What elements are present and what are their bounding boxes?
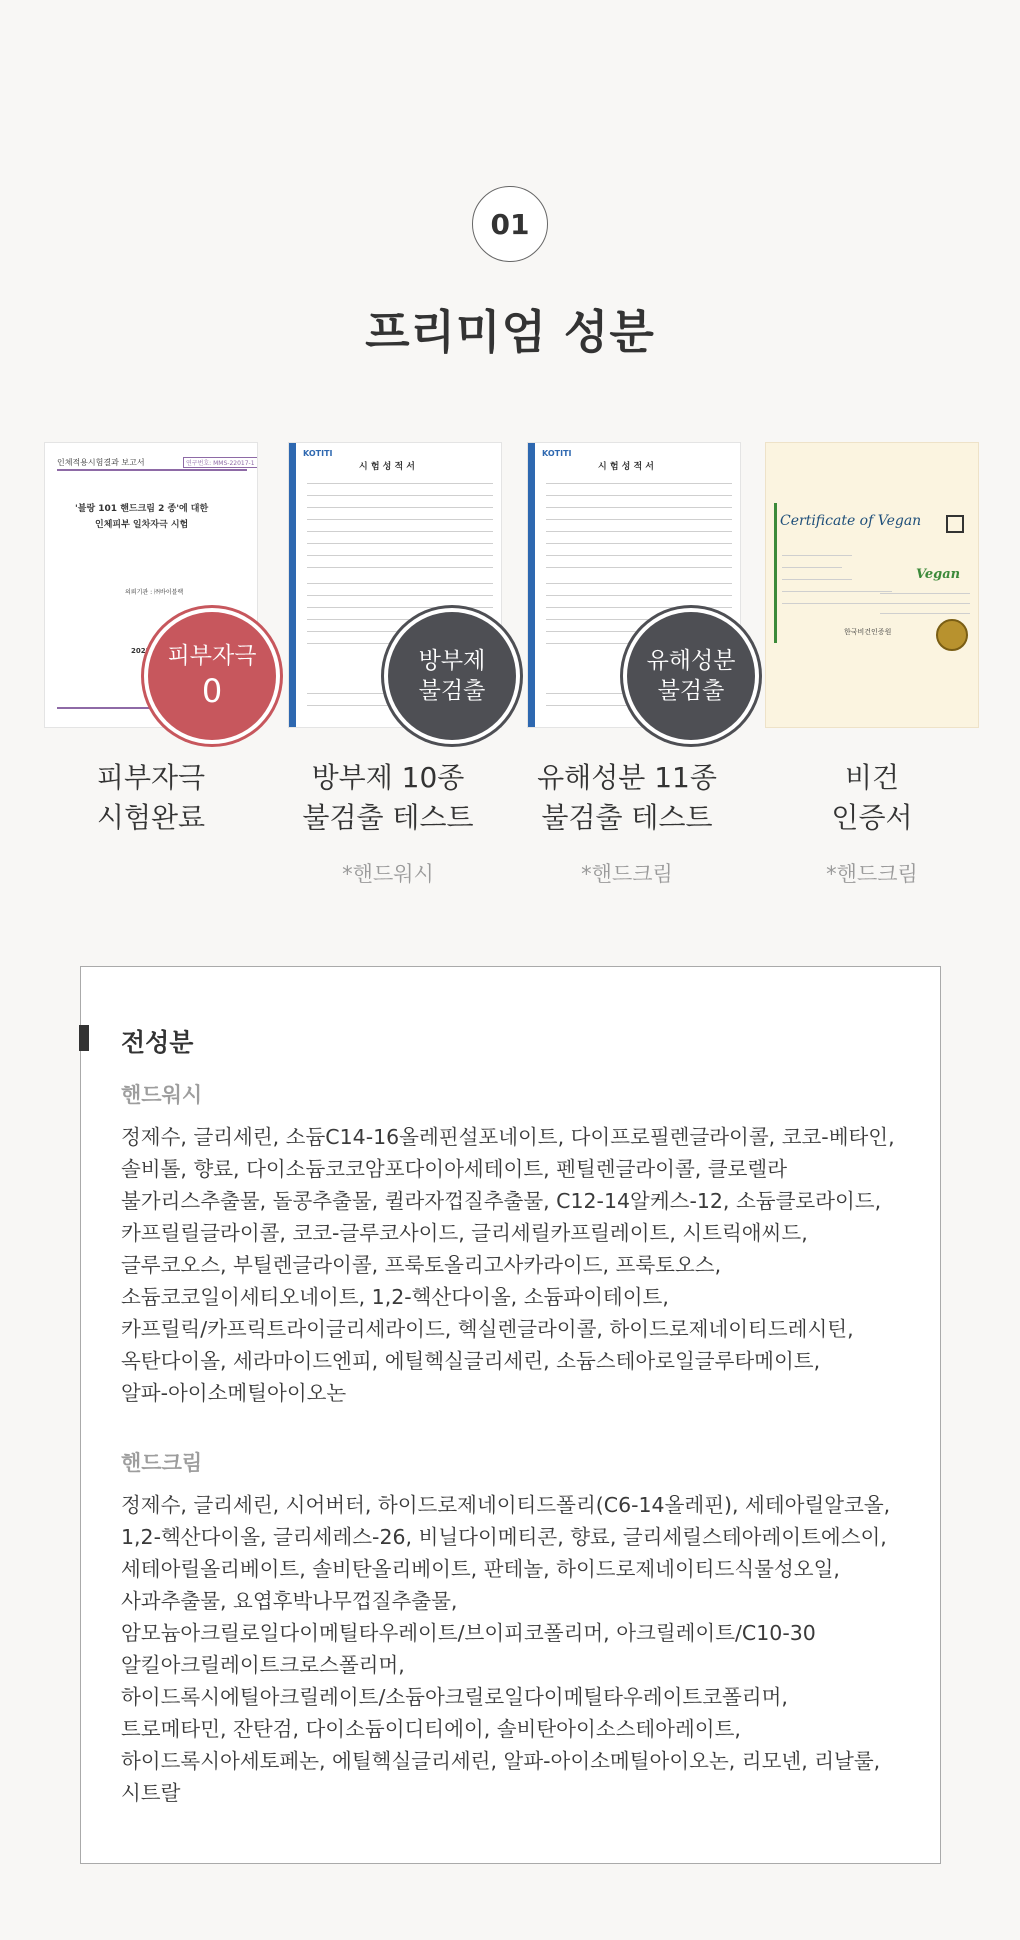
card-label-preservative: 방부제 10종 불검출 테스트 bbox=[302, 761, 474, 834]
card-label-vegan: 비건 인증서 bbox=[831, 761, 913, 834]
card-note-vegan: *핸드크림 bbox=[826, 862, 918, 886]
ingredients-handwash-text: 정제수, 글리세린, 소듐C14-16올레핀설포네이트, 다이프로필렌글라이콜, 코코-베타인, 솔비톨, 향료, 다이소듐코코암포다이아세테이트, 펜틸렌글라이콜, 클로렐라 불가리스추출물, 돌콩추출물, 퀼라자껍질추출물, C12-14알케스-12, 소듐클로라이드, 카프릴릴글라이콜, 코코-글루코사이드, 글리세릴카프릴레이트, 시트릭애씨드, 글루코오스, 부틸렌글라이콜, 프룩토올리고사카라이드, 프룩토오스, 소듐코코일이세티오네이트, 1,2-헥산다이올, 소듐파이테이트, 카프릴릭/카프릭트라이글리세라이드, 헥실렌글라이콜, 하이드로제네이티드레시틴, 옥탄다이올, 세라마이드엔피, 에틸헥실글리세린, 소듐스테아로일글루타메이트, 알파-아이소메틸아이오논 bbox=[121, 1125, 895, 1405]
vegan-certificate-image: Certificate of Vegan Vegan 한국비건인증원 bbox=[765, 442, 979, 728]
card-harmful-test bbox=[527, 442, 741, 728]
skin-test-report-image: 인체적용시험결과 보고서 연구번호: MMS-22017-1 '블랑 101 핸드크림 2 종'에 대한 인체피부 일차자극 시험 의뢰기관 : ㈜바이블랙 2022 bbox=[44, 442, 258, 728]
page-title: 프리미엄 성분 bbox=[365, 305, 655, 359]
card-preservative-test bbox=[288, 442, 502, 728]
card-label-harmful: 유해성분 11종 불검출 테스트 bbox=[537, 761, 717, 834]
section-marker bbox=[79, 1025, 89, 1051]
badge-harmful-free: 유해성분 불검출 bbox=[627, 612, 755, 740]
harmful-report-image: KOTITI 시 험 성 적 서 bbox=[527, 442, 741, 728]
badge-preservative-free: 방부제 불검출 bbox=[388, 612, 516, 740]
ingredients-group-title-handcream: 핸드크림 bbox=[121, 1451, 203, 1475]
card-label-skin: 피부자극 시험완료 bbox=[96, 761, 206, 834]
card-note-preservative: *핸드워시 bbox=[342, 862, 434, 886]
ingredients-title: 전성분 bbox=[121, 1028, 194, 1057]
card-vegan-cert bbox=[765, 442, 979, 728]
card-skin-test bbox=[44, 442, 258, 728]
card-note-harmful: *핸드크림 bbox=[581, 862, 673, 886]
preservative-report-image: KOTITI 시 험 성 적 서 bbox=[288, 442, 502, 728]
ingredients-group-title-handwash: 핸드워시 bbox=[121, 1083, 203, 1107]
ingredients-box bbox=[80, 966, 941, 1864]
ingredients-handcream-text: 정제수, 글리세린, 시어버터, 하이드로제네이티드폴리(C6-14올레핀), 세테아릴알코올, 1,2-헥산다이올, 글리세레스-26, 비닐다이메티콘, 향료, 글리세릴스테아레이트에스이, 세테아릴올리베이트, 솔비탄올리베이트, 판테놀, 하이드로제네이티드식물성오일, 사과추출물, 요엽후박나무껍질추출물, 암모늄아크릴로일다이메틸타우레이트/브이피코폴리머, 아크릴레이트/C10-30 알킬아크릴레이트크로스폴리머, 하이드록시에틸아크릴레이트/소듐아크릴로일다이메틸타우레이트코폴리머, 트로메타민, 잔탄검, 다이소듐이디티에이, 솔비탄아이소스테아레이트, 하이드록시아세토페논, 에틸헥실글리세린, 알파-아이소메틸아이오논, 리모넨, 리날룰, 시트랄 bbox=[121, 1493, 891, 1805]
badge-skin-irritation-zero: 피부자극 0 bbox=[148, 612, 276, 740]
section-number: 01 bbox=[472, 186, 548, 262]
